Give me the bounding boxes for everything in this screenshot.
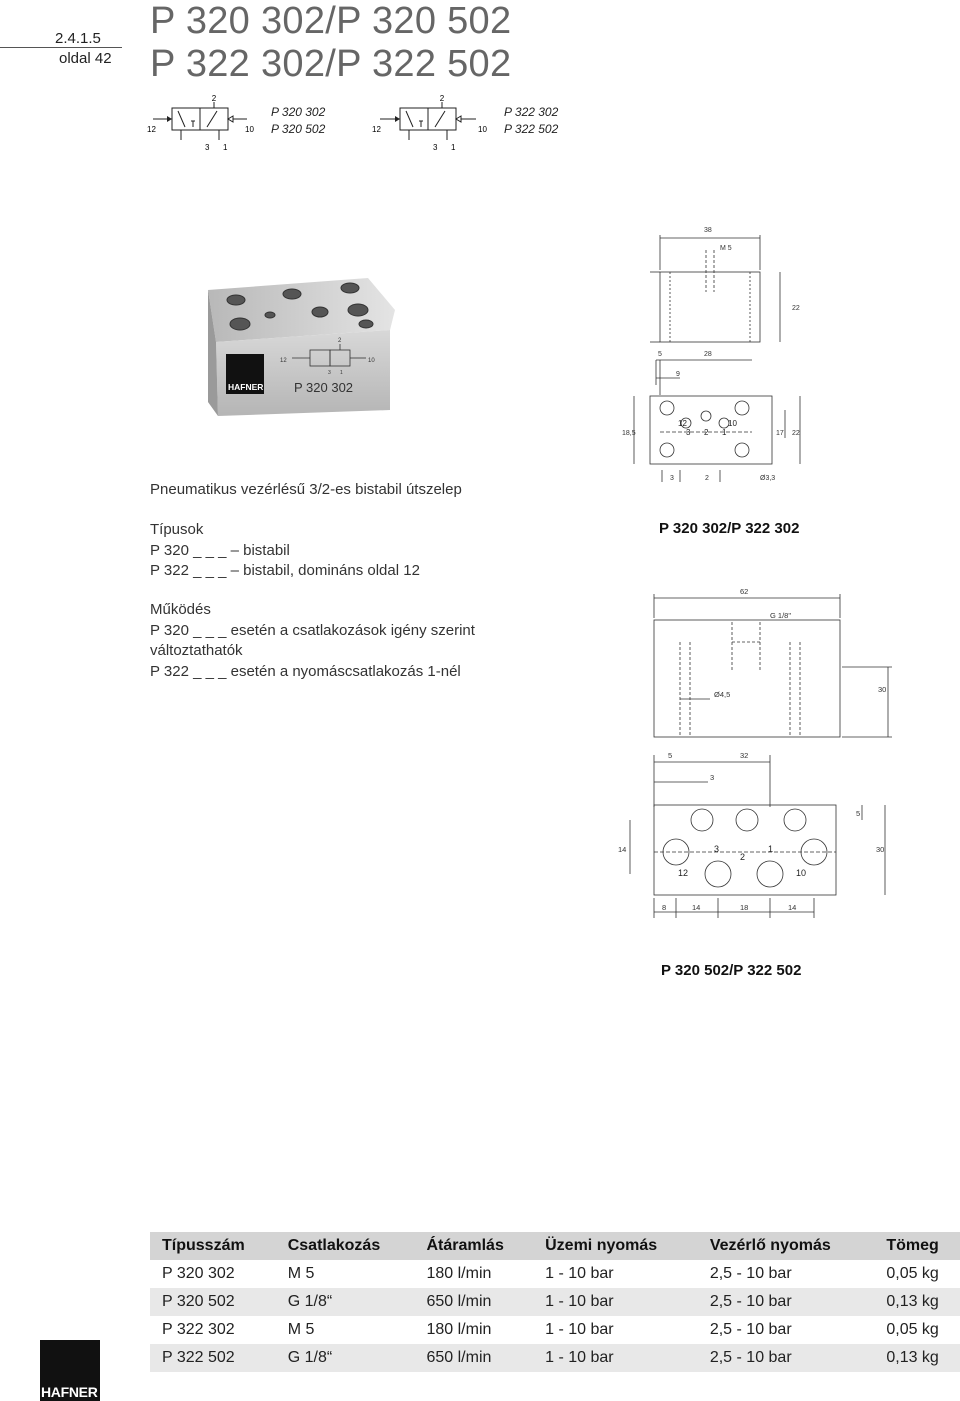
model-label: P 322 302 [504,105,559,119]
port-label: 3 [686,428,691,437]
dim-label: Ø3,3 [760,475,776,482]
port-10: 10 [245,125,254,134]
dim-label: 17 [776,430,784,437]
port-12: 12 [147,125,156,134]
port-3: 3 [433,143,438,152]
port-label: 10 [796,868,807,878]
photo-port-12: 12 [280,358,287,364]
table-row [150,1260,960,1288]
dim-label: 5 [668,751,673,760]
dim-label: M 5 [720,245,732,252]
model-label: P 322 502 [504,122,559,136]
table-cell: P 322 302 [162,1321,235,1338]
types-line: P 322 _ _ _ – bistabil, domináns oldal 12 [150,562,420,579]
title-line-1: P 320 302/P 320 502 [150,0,512,42]
port-label: 10 [728,419,737,428]
table-cell: M 5 [287,1265,315,1282]
port-1: 1 [223,143,228,152]
col-header: Átáramlás [414,1232,533,1260]
dim-label: 3 [670,475,674,482]
dim-label: G 1/8" [770,611,792,620]
dim-label: 5 [856,809,861,818]
port-3: 3 [205,143,210,152]
table-cell: 180 l/min [426,1321,492,1338]
technical-drawing-1 [620,220,815,490]
operation-section [150,600,475,682]
dim-label: 14 [618,845,627,854]
operation-line: változtathatók [150,642,243,659]
table-cell: 0,05 kg [886,1265,939,1282]
model-label: P 320 502 [271,122,326,136]
model-label: P 320 302 [271,105,326,119]
table-cell: 0,13 kg [874,1288,960,1316]
table-cell: M 5 [287,1321,315,1338]
col-header: Típusszám [150,1232,276,1260]
dim-label: 2 [705,475,709,482]
port-label: 2 [704,428,709,437]
spec-table [150,1232,960,1372]
table-cell: 1 - 10 bar [545,1265,614,1282]
table-cell: 650 l/min [414,1344,533,1372]
photo-model: P 320 302 [294,380,354,395]
table-cell: 650 l/min [414,1288,533,1316]
port-label: 12 [678,868,689,878]
port-10: 10 [478,125,487,134]
photo-brand: HAFNER [228,382,264,392]
port-label: 3 [714,844,720,854]
table-cell: 2,5 - 10 bar [698,1288,875,1316]
section-number: 2.4.1.5 [55,30,101,47]
port-label: 1 [768,844,774,854]
table-row [150,1288,960,1316]
dim-label: Ø4,5 [714,690,731,699]
table-row [150,1344,960,1372]
dim-label: 3 [710,773,715,782]
dim-label: 22 [792,305,800,312]
operation-line: P 320 _ _ _ esetén a csatlakozások igény szerint [150,621,475,639]
dim-label: 32 [740,751,749,760]
dim-label: 18,5 [622,430,636,437]
hafner-logo [40,1340,100,1401]
table-cell: 1 - 10 bar [533,1288,698,1316]
dim-label: 14 [788,903,797,912]
table-cell: 2,5 - 10 bar [709,1265,792,1282]
table-cell: 2,5 - 10 bar [709,1321,792,1338]
port-2: 2 [439,94,445,103]
section-divider [0,47,122,48]
port-label: 12 [678,419,687,428]
port-label: 2 [740,852,746,862]
port-1: 1 [451,143,456,152]
table-cell: 0,13 kg [874,1344,960,1372]
table-cell: P 320 502 [150,1288,276,1316]
col-header: Üzemi nyomás [533,1232,698,1260]
dim-label: 30 [878,685,887,694]
dim-label: 5 [658,351,662,358]
photo-port-2: 2 [338,338,342,344]
port-12: 12 [372,125,381,134]
product-photo [200,270,400,420]
col-header: Csatlakozás [276,1232,415,1260]
table-header-row [150,1232,960,1260]
page-title [150,0,511,86]
photo-port-1: 1 [340,370,343,376]
valve-symbol-left [145,92,265,152]
types-line: P 320 _ _ _ – bistabil [150,541,290,559]
table-row [150,1316,960,1344]
dim-label: 38 [704,227,712,234]
table-cell: G 1/8“ [276,1344,415,1372]
types-section [150,520,420,582]
title-line-2: P 322 302/P 322 502 [150,43,512,85]
dim-label: 18 [740,903,749,912]
dim-label: 30 [876,845,885,854]
drawing2-caption: P 320 502/P 322 502 [661,962,802,979]
table-cell: 0,05 kg [886,1321,939,1338]
table-cell: 2,5 - 10 bar [698,1344,875,1372]
port-label: 1 [722,428,727,437]
col-header: Vezérlő nyomás [698,1232,875,1260]
valve-symbol-right [370,92,495,152]
photo-port-10: 10 [368,358,375,364]
col-header: Tömeg [874,1232,960,1260]
table-cell: 180 l/min [426,1265,492,1282]
table-cell: P 320 302 [162,1265,235,1282]
dim-label: 28 [704,351,712,358]
logo-text: HAFNER [41,1384,98,1400]
product-description: Pneumatikus vezérlésű 3/2-es bistabil útszelep [150,481,462,498]
table-cell: 1 - 10 bar [545,1321,614,1338]
photo-port-3: 3 [328,370,331,376]
dim-label: 62 [740,587,749,596]
table-cell: G 1/8“ [276,1288,415,1316]
technical-drawing-2 [610,582,900,927]
dim-label: 8 [662,903,667,912]
operation-line: P 322 _ _ _ esetén a nyomáscsatlakozás 1-nél [150,662,461,680]
operation-heading: Működés [150,601,211,618]
drawing1-caption: P 320 302/P 322 302 [659,520,800,537]
symbol-right-models [504,104,558,138]
dim-label: 9 [676,371,680,378]
port-2: 2 [211,94,217,103]
dim-label: 22 [792,430,800,437]
page-number: oldal 42 [59,50,112,67]
dim-label: 14 [692,903,701,912]
types-heading: Típusok [150,521,204,538]
table-cell: P 322 502 [150,1344,276,1372]
symbol-left-models [271,104,325,138]
table-cell: 1 - 10 bar [533,1344,698,1372]
